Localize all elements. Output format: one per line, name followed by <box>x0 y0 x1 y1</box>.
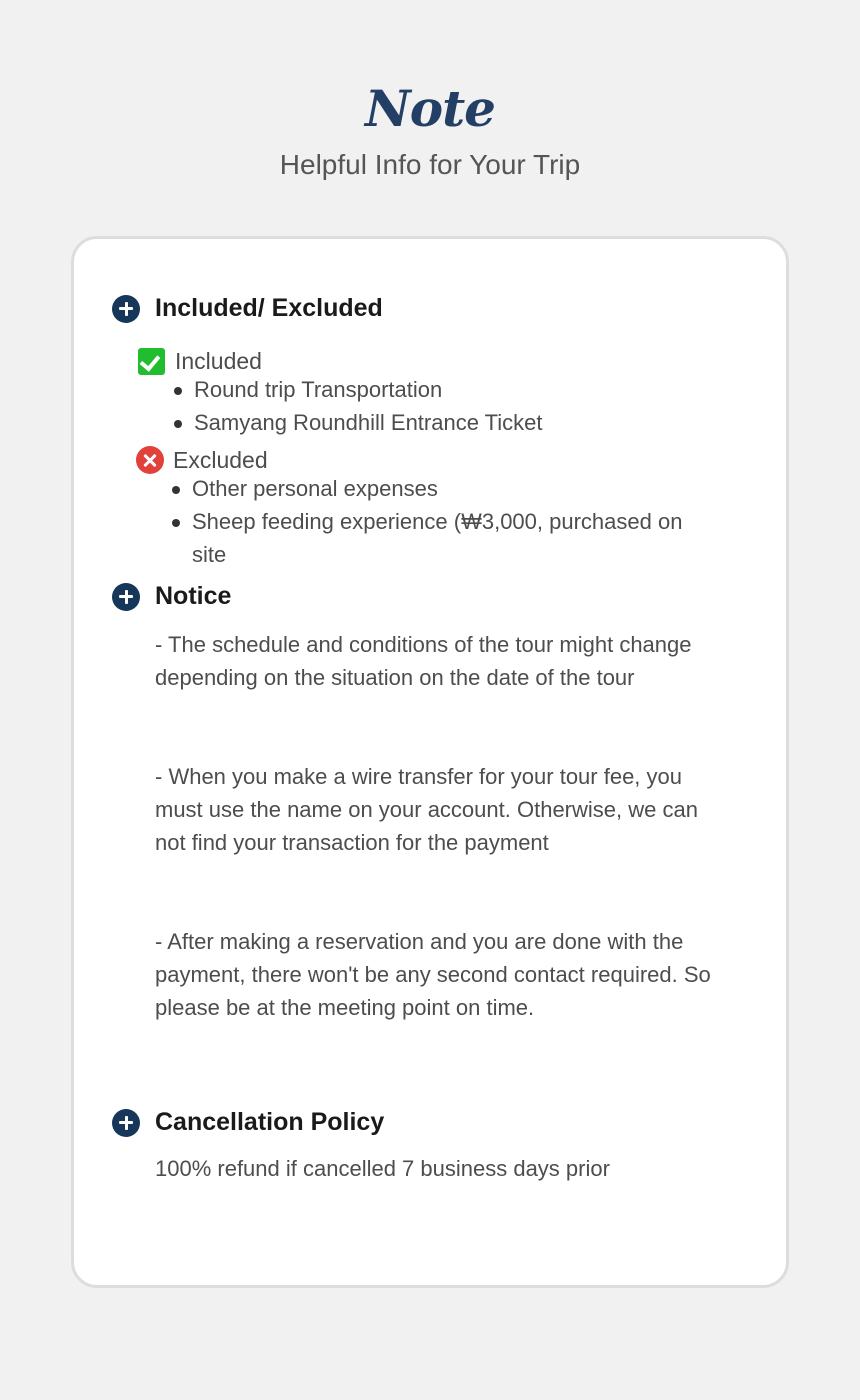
section-title: Included/ Excluded <box>155 294 383 322</box>
excluded-heading <box>136 446 268 474</box>
plus-circle-icon <box>112 583 140 611</box>
x-circle-icon <box>136 446 164 474</box>
notice-paragraph: - After making a reservation and you are done with the payment, there won't be any second contact required. So please be at the meeting point on time. <box>155 929 711 1020</box>
list-item: Round trip Transportation <box>194 373 714 406</box>
list-item: Sheep feeding experience (₩3,000, purchased on site <box>192 505 712 571</box>
section-title: Cancellation Policy <box>155 1108 385 1136</box>
section-included-excluded <box>112 294 383 323</box>
section-notice <box>112 582 231 611</box>
included-heading <box>138 348 262 375</box>
section-cancellation-policy <box>112 1108 384 1137</box>
excluded-label: Excluded <box>173 446 268 473</box>
plus-circle-icon <box>112 295 140 323</box>
page-header <box>0 78 860 182</box>
check-box-icon <box>138 348 165 375</box>
plus-circle-icon <box>112 1109 140 1137</box>
list-item: Samyang Roundhill Entrance Ticket <box>194 406 714 439</box>
included-label: Included <box>175 348 262 374</box>
info-card <box>71 236 789 1288</box>
notice-paragraph: - When you make a wire transfer for your tour fee, you must use the name on your account. Otherwise, we can not find your transaction for the payment <box>155 764 698 855</box>
page-subtitle: Helpful Info for Your Trip <box>279 149 581 180</box>
page-title: Note <box>365 79 495 138</box>
list-item: Other personal expenses <box>192 472 712 505</box>
notice-paragraph: - The schedule and conditions of the tour might change depending on the situation on the date of the tour <box>155 632 692 690</box>
section-title: Notice <box>155 582 232 610</box>
cancellation-text: 100% refund if cancelled 7 business days prior <box>155 1156 610 1181</box>
